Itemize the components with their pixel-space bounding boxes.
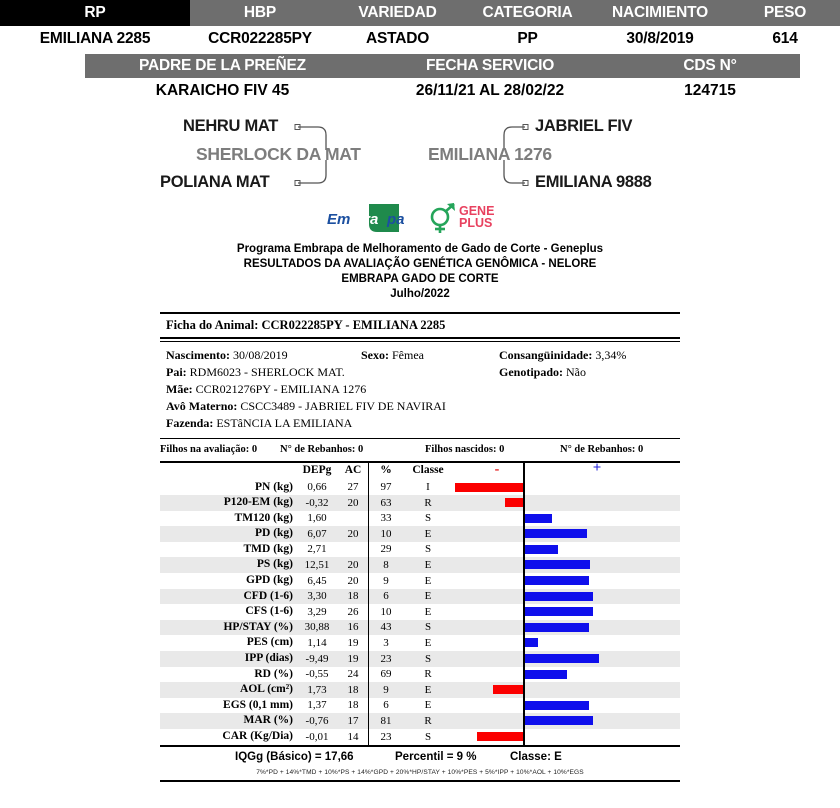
sexo-label: Sexo: [361,347,389,362]
header-padre-prenez: PADRE DE LA PREÑEZ [85,54,360,78]
trait-classe: E [424,605,432,618]
trait-bar [525,592,593,601]
trait-row [160,729,680,745]
header-fecha-servicio: FECHA SERVICIO [360,54,620,78]
nascimento-value: 30/08/2019 [232,347,288,362]
header-cds-numero: CDS N° [620,54,800,78]
ficha-value: CCR022285PY - EMILIANA 2285 [261,318,446,332]
value-variedad: ASTADO [365,29,430,47]
geneplus-logo [427,202,523,234]
trait-label: PES (cm) [246,636,293,649]
trait-depg: 0,66 [307,481,327,493]
genotipado-field [499,365,586,380]
col-header-classe: Classe [412,463,444,476]
mars-venus-icon [427,202,457,234]
info-row-pai [166,365,674,382]
title-line-program: Programa Embrapa de Melhoramento de Gado de Corte - Geneplus [236,243,604,255]
trait-classe: S [424,652,432,665]
filhos-nascidos: Filhos nascidos: 0 [425,443,505,455]
trait-ac: 18 [347,590,359,603]
trait-pct: 10 [380,605,392,618]
trait-label: EGS (0,1 mm) [223,698,293,711]
col-header-depg: DEPg [302,463,332,476]
trait-depg: -0,32 [305,496,329,509]
trait-ac: 20 [347,558,359,571]
animal-report-card [160,312,680,747]
trait-depg: 1,60 [307,512,327,525]
info-row-avo-materno [166,399,674,416]
trait-classe: E [424,558,432,571]
classe-value: Classe: E [510,750,562,763]
chart-zero-axis [523,463,525,745]
trait-row [160,620,680,636]
info-row-nascimento [166,348,674,365]
trait-pct: 10 [380,527,392,540]
trait-evaluation-table [160,459,680,745]
trait-pct: 9 [383,574,389,587]
trait-bar [525,560,590,569]
trait-label: HP/STAY (%) [223,620,293,633]
trait-bar [493,685,523,694]
pedigree-tree [0,110,840,200]
trait-ac: 19 [347,652,359,665]
trait-pct: 97 [380,481,392,493]
trait-depg: 3,30 [307,590,327,603]
fazenda-label: Fazenda: [166,415,214,430]
trait-depg: 1,37 [307,699,327,712]
trait-label: PS (kg) [256,558,293,571]
trait-rows-container [160,480,680,745]
pedigree-dam-father: JABRIEL FIV [535,117,633,135]
trait-pct: 23 [380,730,392,743]
trait-depg: 1,73 [307,683,327,696]
logo-bar [0,202,840,240]
sexo-field [361,348,424,363]
trait-bar [505,498,523,507]
title-line-results: RESULTADOS DA AVALIAÇÃO GENÉTICA GENÔMICA - NELORE [243,258,597,270]
trait-label: CAR (Kg/Dia) [222,730,293,742]
trait-depg: -0,55 [305,668,329,681]
trait-depg: 6,07 [307,527,327,540]
breeding-header-row [0,54,840,78]
nascimento-field [166,348,288,363]
trait-depg: -0,76 [305,714,329,727]
trait-label: GPD (kg) [246,574,293,587]
trait-pct: 9 [383,683,389,696]
rebanhos-avaliacao: N° de Rebanhos: 0 [280,443,364,455]
trait-pct: 23 [380,652,392,665]
value-cds-numero: 124715 [684,82,736,99]
genotipado-value: Não [566,364,587,379]
genotipado-label: Genotipado: [499,364,564,379]
trait-label: PD (kg) [254,527,293,540]
trait-classe: R [424,496,432,509]
trait-classe: E [424,699,432,712]
trait-depg: 2,71 [307,543,327,556]
embrapa-logo [325,202,413,234]
nascimento-label: Nascimento: [166,347,230,362]
consanguinidade-label: Consangüinidade: [499,347,593,362]
trait-label: RD (%) [254,667,293,680]
trait-pct: 29 [380,543,392,556]
trait-ac: 18 [347,699,359,712]
sexo-value: Fêmea [392,347,424,362]
trait-row [160,698,680,714]
trait-classe: E [424,683,432,696]
trait-classe: I [426,481,430,493]
divider-ficha [160,337,680,339]
svg-text:Em: Em [327,211,351,228]
header-row-values [0,26,840,51]
trait-classe: R [424,714,432,727]
trait-pct: 63 [380,496,392,509]
trait-bar [525,638,538,647]
trait-pct: 69 [380,668,392,681]
value-peso: 614 [772,29,798,47]
title-line-embrapa: EMBRAPA GADO DE CORTE [341,273,499,285]
trait-pct: 6 [383,590,389,603]
trait-row [160,495,680,511]
trait-ac: 18 [347,683,359,696]
pai-label: Pai: [166,364,187,379]
trait-bar [455,483,523,492]
header-hbp: HBP [190,0,330,26]
geneplus-text-plus: PLUS [459,216,493,230]
trait-row [160,573,680,589]
mae-value: CCR021276PY - EMILIANA 1276 [195,381,367,396]
rebanhos-nascidos: N° de Rebanhos: 0 [560,443,644,455]
trait-label: IPP (dias) [244,652,293,665]
trait-label: TM120 (kg) [234,511,293,524]
trait-classe: E [424,574,432,587]
animal-info-block [160,342,680,438]
header-categoria: CATEGORIA [465,0,590,26]
trait-depg: 3,29 [307,605,327,618]
header-rp: RP [0,0,190,26]
chart-minus-marker: - [494,461,500,477]
header-nacimiento: NACIMIENTO [590,0,730,26]
trait-pct: 43 [380,621,392,634]
trait-ac: 27 [347,481,359,493]
trait-bar [525,607,593,616]
breeding-value-row [0,78,840,104]
pai-field [166,365,345,380]
pedigree-dam-mother: EMILIANA 9888 [535,173,652,191]
trait-row [160,557,680,573]
divider-footer-bottom [160,780,680,782]
header-row-labels [0,0,840,26]
header-spacer [0,54,85,78]
iqg-value: IQGg (Básico) = 17,66 [235,750,354,763]
pedigree-sire: SHERLOCK DA MAT [196,144,361,164]
filhos-avaliacao: Filhos na avaliação: 0 [160,443,258,455]
trait-ac: 16 [347,621,359,634]
trait-bar [525,514,552,523]
trait-depg: 1,14 [307,636,327,649]
pedigree-connector-lines [0,110,840,200]
trait-label: CFS (1-6) [245,605,293,618]
value-fecha-servicio: 26/11/21 AL 28/02/22 [415,82,565,99]
trait-bar [525,716,593,725]
report-title-block [0,242,840,302]
header-variedad: VARIEDAD [330,0,465,26]
iqg-summary-row [160,747,680,767]
trait-depg: -0,01 [305,730,329,743]
trait-row [160,651,680,667]
trait-classe: E [424,636,432,649]
trait-bar [525,529,587,538]
chart-plus-marker: + [592,459,602,476]
value-nacimiento: 30/8/2019 [626,29,694,47]
animal-header-table [0,0,840,104]
progeny-summary-row [160,439,680,461]
index-summary-footer [160,747,680,782]
mae-field [166,382,366,397]
avo-materno-field [166,399,446,414]
consanguinidade-field [499,348,626,363]
trait-classe: E [424,527,432,540]
fazenda-field [166,416,352,431]
svg-text:bra: bra [355,211,379,228]
pedigree-sire-father: NEHRU MAT [183,117,279,135]
trait-row [160,526,680,542]
trait-classe: S [424,512,432,525]
pai-value: RDM6023 - SHERLOCK MAT. [189,364,345,379]
trait-ac: 20 [347,574,359,587]
trait-label: TMD (kg) [243,542,293,555]
consanguinidade-value: 3,34% [595,347,627,362]
trait-bar [525,654,599,663]
ficha-label: Ficha do Animal: [166,318,259,332]
trait-row [160,542,680,558]
ficha-animal-row [160,314,680,337]
percentil-value: Percentil = 9 % [395,750,477,763]
svg-text:pa: pa [387,211,405,228]
trait-depg: 12,51 [304,558,330,571]
trait-label: PN (kg) [254,480,293,493]
info-row-fazenda [166,416,674,433]
col-header-pct: % [380,463,392,476]
trait-ac: 14 [347,730,359,743]
column-separator-line [368,463,369,745]
trait-depg: 6,45 [307,574,327,587]
trait-pct: 6 [383,699,389,712]
pedigree-dam: EMILIANA 1276 [428,144,552,164]
value-rp: EMILIANA 2285 [39,29,151,47]
info-row-mae [166,382,674,399]
trait-pct: 81 [380,714,392,727]
trait-pct: 33 [380,512,392,525]
value-padre-prenez: KARAICHO FIV 45 [155,82,290,99]
trait-bar [525,670,567,679]
trait-row [160,682,680,698]
trait-label: MAR (%) [243,714,293,727]
avo-materno-label: Avô Materno: [166,398,238,413]
trait-classe: R [424,668,432,681]
trait-label: AOL (cm²) [240,683,293,696]
value-categoria: PP [517,29,538,47]
trait-row [160,604,680,620]
trait-ac: 20 [347,527,359,540]
trait-row [160,589,680,605]
value-hbp: CCR022285PY [208,29,312,47]
avo-materno-value: CSCC3489 - JABRIEL FIV DE NAVIRAI [240,398,446,413]
trait-ac: 26 [347,605,359,618]
trait-pct: 3 [383,636,389,649]
trait-row [160,713,680,729]
trait-bar [477,732,523,741]
trait-bar [525,623,589,632]
trait-classe: S [424,543,432,556]
title-line-date: Julho/2022 [390,288,450,300]
index-formula: 7%*PD + 14%*TMD + 10%*PS + 14%*GPD + 20%*HP/STAY + 10%*PES + 5%*IPP + 10%*AOL + 10%*EGS [256,768,584,776]
trait-row [160,635,680,651]
trait-classe: S [424,621,432,634]
trait-bar [525,701,589,710]
trait-label: CFD (1-6) [243,589,293,602]
geneplus-text-gene: GENE [459,204,495,219]
trait-classe: S [424,730,432,743]
trait-row [160,511,680,527]
mae-label: Mãe: [166,381,193,396]
trait-pct: 8 [383,558,389,571]
fazenda-value: ESTâNCIA LA EMILIANA [216,415,353,430]
trait-bar [525,576,589,585]
pedigree-sire-mother: POLIANA MAT [160,173,270,191]
trait-bar [525,545,558,554]
trait-table-header [160,459,680,480]
trait-ac: 24 [347,668,359,681]
trait-label: P120-EM (kg) [223,496,293,509]
header-peso: PESO [730,0,840,26]
trait-row [160,480,680,496]
trait-classe: E [424,590,432,603]
trait-row [160,667,680,683]
col-header-ac: AC [344,463,362,476]
trait-ac: 19 [347,636,359,649]
trait-ac: 20 [347,496,359,509]
value-spacer [0,78,85,104]
trait-depg: 30,88 [304,621,330,634]
trait-ac: 17 [347,714,359,727]
trait-depg: -9,49 [305,652,329,665]
